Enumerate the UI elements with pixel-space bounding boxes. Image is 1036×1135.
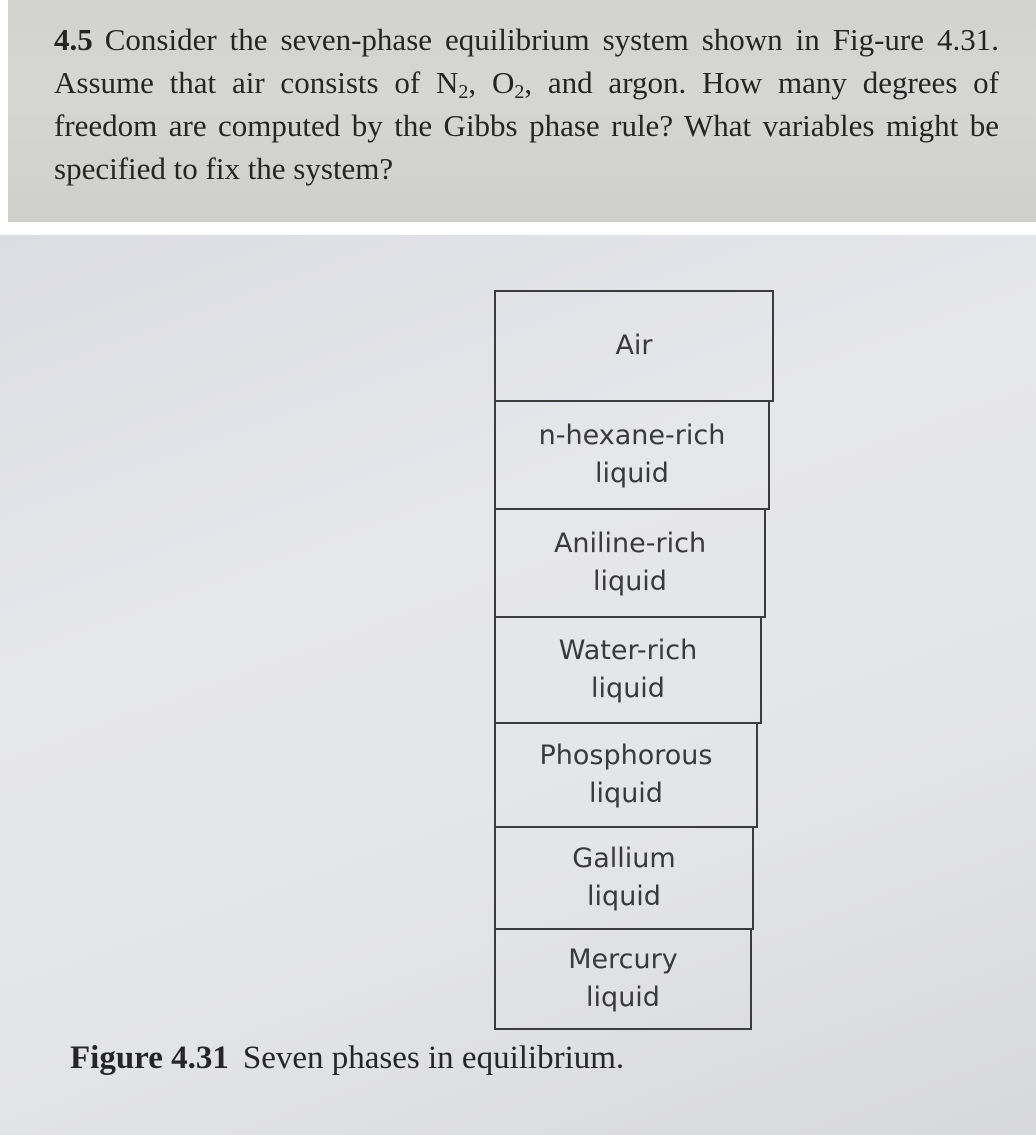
problem-number: 4.5 xyxy=(54,22,93,57)
phase-sublabel: liquid xyxy=(595,458,669,489)
phase-cell-phosphorous xyxy=(494,724,758,828)
phase-label: Aniline-rich xyxy=(553,528,707,559)
problem-photo xyxy=(8,0,1036,222)
phase-sublabel: liquid xyxy=(587,881,661,912)
phase-cell-mercury xyxy=(494,930,752,1030)
phase-cell-aniline xyxy=(494,510,766,618)
phase-cell-air xyxy=(494,290,774,402)
phase-label: Mercury xyxy=(568,944,678,975)
photo-separator xyxy=(0,222,1036,235)
subscript-n2: 2 xyxy=(458,81,469,103)
figure-caption xyxy=(70,1040,624,1077)
phase-column-diagram xyxy=(494,290,774,1030)
figure-caption-text: Seven phases in equilibrium. xyxy=(242,1040,625,1076)
figure-label: Figure 4.31 xyxy=(70,1040,229,1076)
phase-sublabel: liquid xyxy=(586,982,660,1013)
photo-border xyxy=(0,0,8,222)
phase-label: Phosphorous xyxy=(539,740,713,771)
problem-text-part3: , and argon. How many degrees of freedom are computed by the Gibbs phase rule? What variables might be specified to fix the system? xyxy=(54,65,999,186)
phase-label: n-hexane-rich xyxy=(538,420,726,451)
phase-sublabel: liquid xyxy=(589,778,663,809)
phase-label: Water-rich xyxy=(558,635,698,666)
problem-text-part1: Consider the seven-phase equilibrium system shown in Fig-ure 4.31. Assume that air consists of N xyxy=(54,22,999,100)
problem-text-part2: , O xyxy=(468,65,515,100)
subscript-o2: 2 xyxy=(514,81,525,103)
problem-statement xyxy=(54,18,999,190)
phase-cell-hexane xyxy=(494,402,770,510)
phase-cell-water xyxy=(494,618,762,724)
phase-sublabel: liquid xyxy=(593,566,667,597)
phase-sublabel: liquid xyxy=(591,673,665,704)
phase-cell-gallium xyxy=(494,828,754,930)
phase-label: Gallium xyxy=(572,843,676,874)
phase-label: Air xyxy=(615,330,653,361)
